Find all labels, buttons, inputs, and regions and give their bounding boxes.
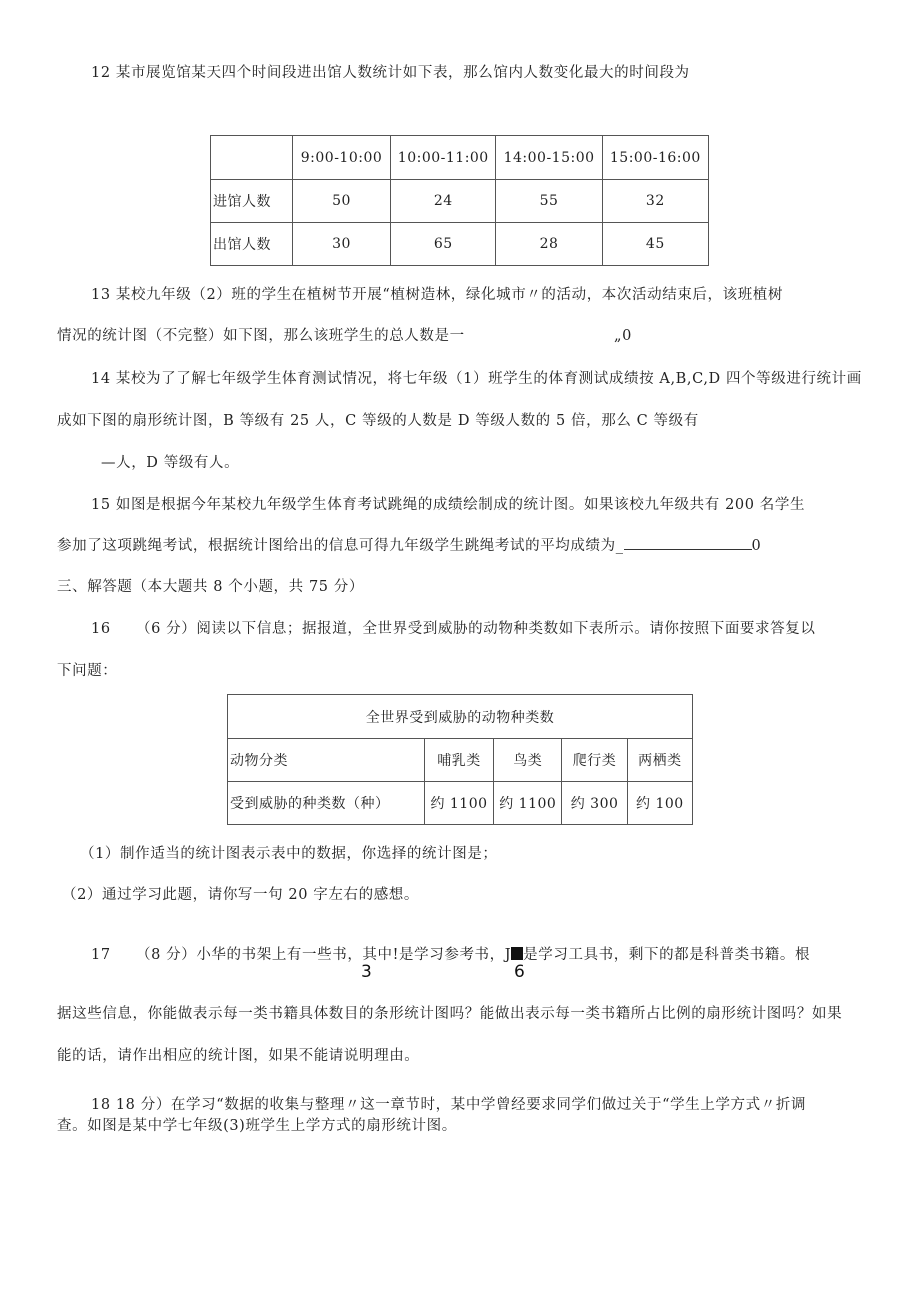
q18-line1: 18 18 分）在学习“数据的收集与整理〃这一章节时，某中学曾经要求同学们做过关于“学生上学方式〃折调 xyxy=(91,1097,807,1113)
table-header-cell: 10:00-11:00 xyxy=(391,136,496,180)
table-cell: 约 300 xyxy=(562,782,627,825)
visitor-table xyxy=(210,135,709,266)
row-label: 受到威胁的种类数（种） xyxy=(228,782,425,825)
q16-number: 16 xyxy=(91,621,111,637)
table-cell: 50 xyxy=(292,180,390,223)
table-title: 全世界受到威胁的动物种类数 xyxy=(228,695,693,739)
q17-number: 17 xyxy=(91,947,111,963)
table-cell: 30 xyxy=(292,223,390,266)
q15-line1: 15 如图是根据今年某校九年级学生体育考试跳绳的成绩绘制成的统计图。如果该校九年级共有 200 名学生 xyxy=(91,497,806,513)
q16-line1: （6 分）阅读以下信息；据报道，全世界受到威胁的动物种类数如下表所示。请你按照下面要求答复以 xyxy=(136,621,816,637)
answer-blank[interactable] xyxy=(624,537,752,550)
table-cell: 32 xyxy=(602,180,708,223)
row-label: 进馆人数 xyxy=(211,180,293,223)
q16-sub2: （2）通过学习此题，请你写一句 20 字左右的感想。 xyxy=(62,887,419,903)
table-row xyxy=(211,223,709,266)
q13-line2: 情况的统计图（不完整）如下图，那么该班学生的总人数是一 xyxy=(57,328,465,344)
q14-line2: 成如下图的扇形统计图，B 等级有 25 人，C 等级的人数是 D 等级人数的 5 倍，那么 C 等级有 xyxy=(57,413,699,429)
q12-text: 12 某市展览馆某天四个时间段进出馆人数统计如下表，那么馆内人数变化最大的时间段为 xyxy=(91,65,690,81)
table-row xyxy=(211,180,709,223)
table-cell: 65 xyxy=(391,223,496,266)
q16-sub1: （1）制作适当的统计图表示表中的数据，你选择的统计图是； xyxy=(80,846,498,862)
table-header-cell: 14:00-15:00 xyxy=(496,136,602,180)
q17-line1 xyxy=(136,946,810,964)
q14-line3: —人，D 等级有人。 xyxy=(101,455,240,471)
fraction-denominator-2: 6 xyxy=(514,962,525,982)
table-row xyxy=(228,739,693,782)
table-cell: 24 xyxy=(391,180,496,223)
q17-line3: 能的话，请作出相应的统计图，如果不能请说明理由。 xyxy=(57,1048,420,1064)
q13-line2-end: „0 xyxy=(614,328,632,344)
table-header-cell: 鸟类 xyxy=(494,739,562,782)
table-cell: 约 1100 xyxy=(494,782,562,825)
section3-heading: 三、解答题（本大题共 8 个小题，共 75 分） xyxy=(57,579,365,595)
q15-line2-text: 参加了这项跳绳考试，根据统计图给出的信息可得九年级学生跳绳考试的平均成绩为_ xyxy=(57,538,624,554)
q18-line2: 查。如图是某中学七年级(3)班学生上学方式的扇形统计图。 xyxy=(57,1118,457,1134)
q13-line1: 13 某校九年级（2）班的学生在植树节开展“植树造林，绿化城市〃的活动，本次活动结束后，该班植树 xyxy=(91,287,783,303)
redacted-box-icon xyxy=(511,947,523,960)
q15-line2 xyxy=(57,537,761,555)
table-header-cell: 15:00-16:00 xyxy=(602,136,708,180)
row-label: 动物分类 xyxy=(228,739,425,782)
table-header-cell: 爬行类 xyxy=(562,739,627,782)
table-cell: 45 xyxy=(602,223,708,266)
fraction-denominator-1: 3 xyxy=(361,962,372,982)
animal-table xyxy=(227,694,693,825)
table-header-blank xyxy=(211,136,293,180)
table-header-cell: 两栖类 xyxy=(627,739,692,782)
table-cell: 约 1100 xyxy=(424,782,493,825)
q17-line1-b: 是学习工具书，剩下的都是科普类书籍。根 xyxy=(523,947,811,963)
q14-line1: 14 某校为了了解七年级学生体育测试情况，将七年级（1）班学生的体育测试成绩按 A,B,C,D 四个等级进行统计画 xyxy=(91,371,862,387)
table-cell: 55 xyxy=(496,180,602,223)
q15-line2-end: 0 xyxy=(751,538,762,554)
q16-line2: 下问题： xyxy=(57,663,118,679)
table-cell: 28 xyxy=(496,223,602,266)
table-row xyxy=(228,782,693,825)
q17-line1-a: （8 分）小华的书架上有一些书，其中!是学习参考书，J xyxy=(136,947,512,963)
q17-line2: 据这些信息，你能做表示每一类书籍具体数目的条形统计图吗？能做出表示每一类书籍所占比例的扇形统计图吗？如果 xyxy=(57,1006,843,1022)
table-header-cell: 9:00-10:00 xyxy=(292,136,390,180)
table-header-cell: 哺乳类 xyxy=(424,739,493,782)
row-label: 出馆人数 xyxy=(211,223,293,266)
table-cell: 约 100 xyxy=(627,782,692,825)
